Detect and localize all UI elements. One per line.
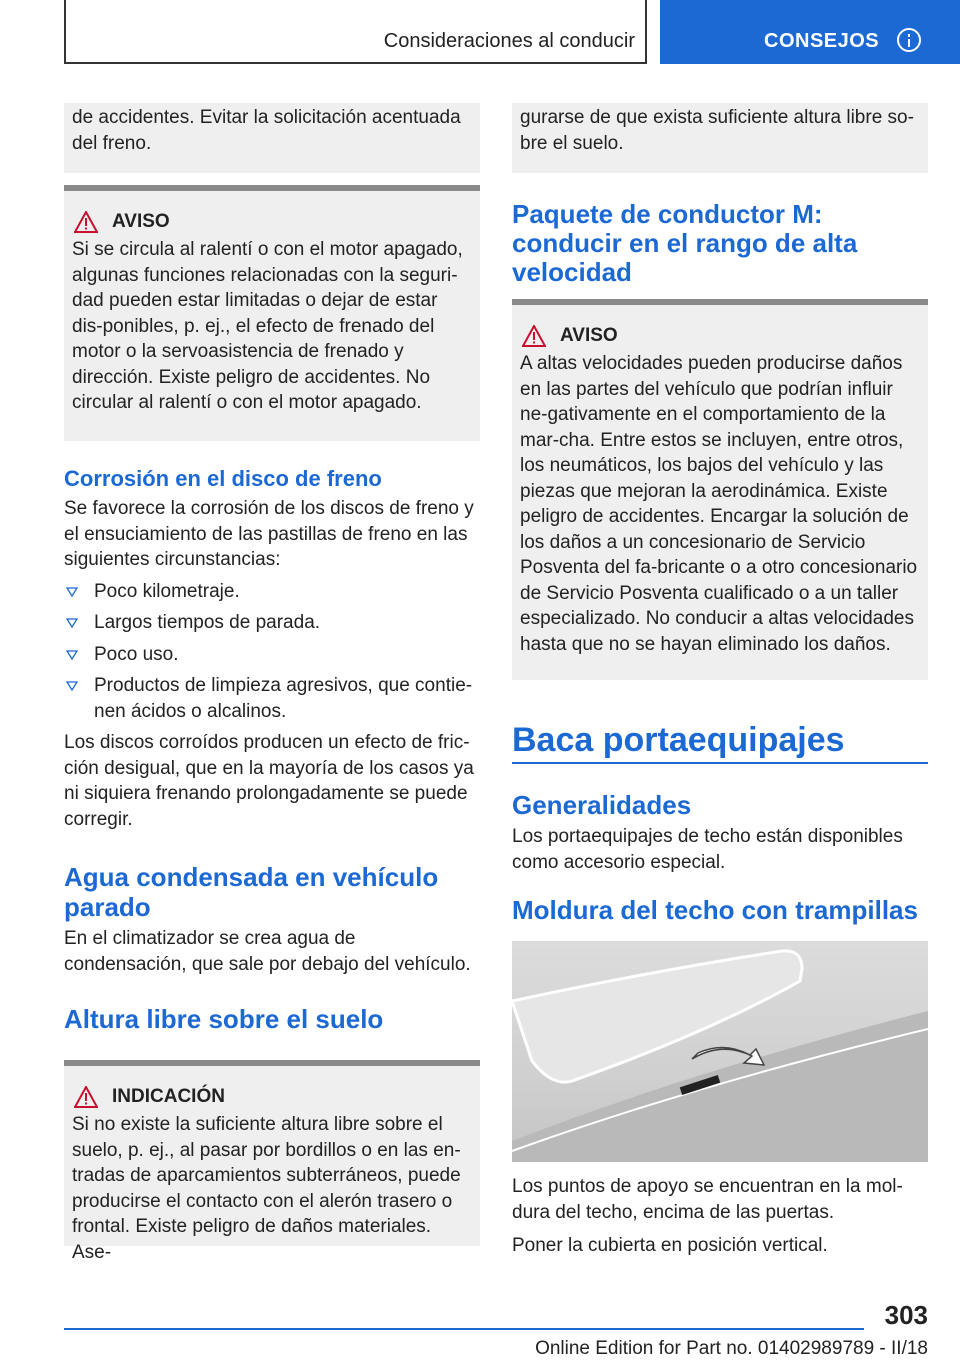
m-package-section <box>512 200 928 287</box>
list-item: Largos tiempos de parada. <box>64 610 480 636</box>
continued-note-box <box>512 103 928 173</box>
triangle-bullet-icon <box>66 587 78 597</box>
footer-rule <box>64 1328 864 1330</box>
section-heading: Paquete de conductor M: conducir en el rango de alta velocidad <box>512 199 858 287</box>
continued-warning-box <box>64 103 480 173</box>
note-label: INDICACIÓN <box>112 1086 225 1107</box>
section-heading: Agua condensada en vehículo parado <box>64 862 439 922</box>
header-section-tab <box>660 0 960 64</box>
list-item: Productos de limpieza agresivos, que contie‐nen ácidos o alcalinos. <box>64 673 480 724</box>
roof-rack-section <box>512 720 928 1259</box>
caption: Poner la cubierta en posición vertical. <box>512 1235 828 1256</box>
clearance-section <box>64 1004 480 1263</box>
page-number: 303 <box>884 1300 928 1330</box>
header-section-label: CONSEJOS <box>764 30 880 52</box>
triangle-bullet-icon <box>66 681 78 691</box>
bullet-list <box>64 579 480 725</box>
section-heading: Corrosión en el disco de freno <box>64 466 382 491</box>
warning-triangle-icon <box>522 325 546 347</box>
warning-label: AVISO <box>112 211 170 232</box>
caption: Los puntos de apoyo se encuentran en la mol‐dura del techo, encima de las puertas. <box>512 1176 903 1223</box>
warning-triangle-icon <box>74 1086 98 1108</box>
triangle-bullet-icon <box>66 650 78 660</box>
warning-text: A altas velocidades pueden producirse daños en las partes del vehículo que podrían influir ne‐gativamente en el comportamiento de la mar‐cha. Entre estos se incluyen, entre otros, los neumáticos, los bajos del vehículo y las piezas que mejoran la aerodinámica. Existe peligro de accidentes. Encargar la solución de los daños a un concesionario de Servicio Posventa del fa‐bricante o a otro concesionario de Servicio Posventa cualificado o a un taller especializado. No conducir a altas velocidades hasta que no se hayan eliminado los daños. <box>520 353 918 655</box>
chapter-heading: Baca portaequipajes <box>512 721 845 759</box>
paragraph: En el climatizador se crea agua de condensación, que sale por debajo del vehículo. <box>64 928 471 975</box>
corrosion-section <box>64 466 480 832</box>
note-text: Si no existe la suficiente altura libre sobre el suelo, p. ej., al pasar por bordillos o en las en‐tradas de aparcamientos subterráneos, puede producirse el contacto con el alerón trasero o frontal. Existe peligro de daños materiales. Ase‐ <box>72 1114 461 1263</box>
header-title-box <box>64 0 647 64</box>
paragraph: Se favorece la corrosión de los discos de freno y el ensuciamiento de las pastillas de freno en las siguientes circunstancias: <box>64 498 474 570</box>
section-heading: Altura libre sobre el suelo <box>64 1004 384 1034</box>
warning-aviso-2 <box>512 299 928 680</box>
header-title: Consideraciones al conducir <box>383 30 635 52</box>
note-indicacion <box>64 1060 480 1263</box>
chapter-rule <box>512 762 928 764</box>
list-item: Poco uso. <box>64 642 480 668</box>
warning-text: Si se circula al ralentí o con el motor apagado, algunas funciones relacionadas con la seguri‐dad pueden estar limitadas o dejar de estar dis‐ponibles, p. ej., el efecto de frenado del motor o la servoasistencia de frenado y dirección. Existe peligro de accidentes. No circular al ralentí o con el motor apagado. <box>72 239 463 413</box>
warning-aviso-1 <box>64 185 480 441</box>
roof-molding-illustration <box>512 941 928 1162</box>
section-heading: Generalidades <box>512 790 692 820</box>
section-heading: Moldura del techo con trampillas <box>512 895 918 925</box>
footer-edition: Online Edition for Part no. 01402989789 - II/18 <box>535 1338 928 1359</box>
list-item: Poco kilometraje. <box>64 579 480 605</box>
warning-triangle-icon <box>74 211 98 233</box>
continued-note-text: gurarse de que exista suficiente altura libre so‐bre el suelo. <box>520 107 914 154</box>
info-icon <box>897 28 921 52</box>
triangle-bullet-icon <box>66 618 78 628</box>
paragraph: Los portaequipajes de techo están disponibles como accesorio especial. <box>512 826 903 873</box>
continued-warning-text: de accidentes. Evitar la solicitación acentuada del freno. <box>72 107 461 154</box>
condensate-section <box>64 862 480 977</box>
warning-label: AVISO <box>560 325 618 346</box>
paragraph: Los discos corroídos producen un efecto de fric‐ción desigual, que en la mayoría de los casos ya ni siquiera frenando prolongadamente se puede corregir. <box>64 732 474 830</box>
